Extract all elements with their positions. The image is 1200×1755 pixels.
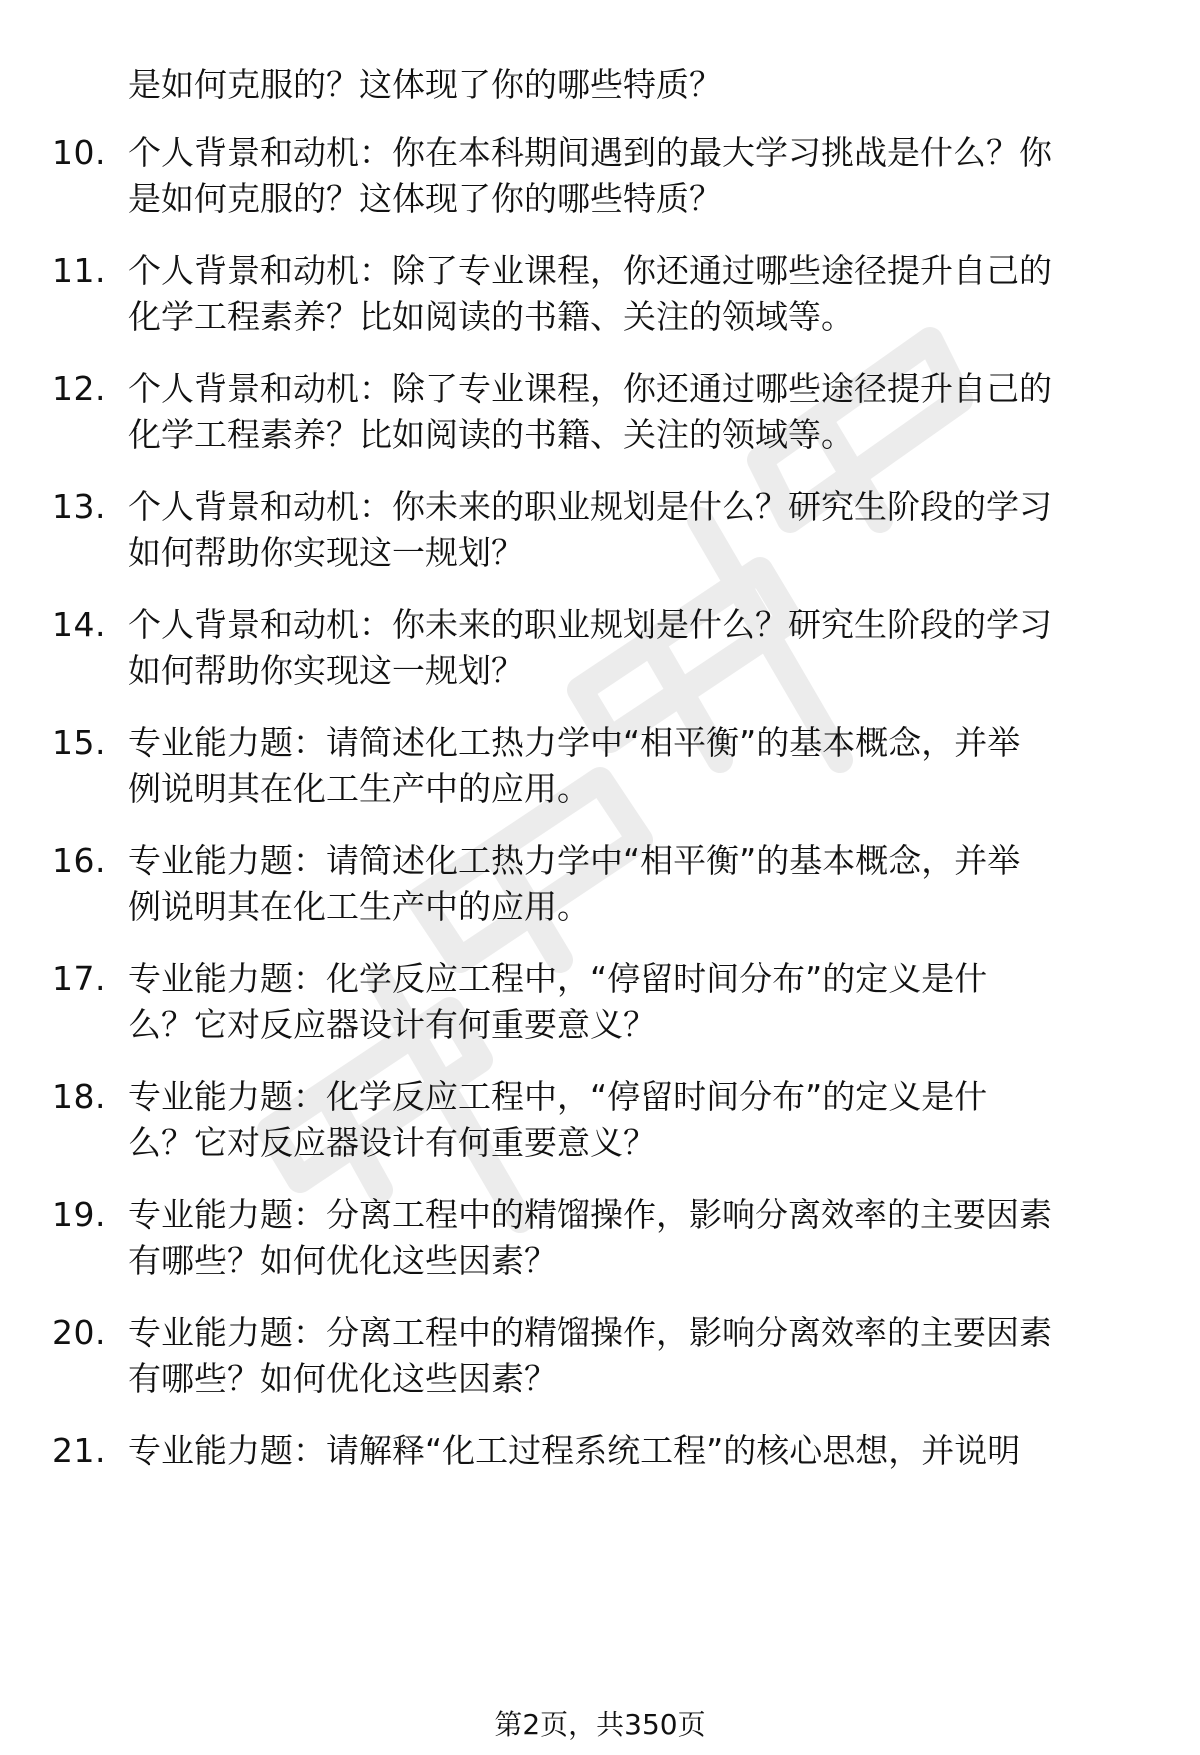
text-line: 例说明其在化工生产中的应用。 (128, 769, 590, 808)
text-line: 化学工程素养？比如阅读的书籍、关注的领域等。 (128, 297, 854, 336)
text-line: 专业能力题：请简述化工热力学中“相平衡”的基本概念，并举 (128, 841, 1021, 880)
item-number: 12. (52, 369, 106, 408)
item-text (128, 1428, 1148, 1474)
item-number: 13. (52, 487, 106, 526)
text-line: 专业能力题：化学反应工程中，“停留时间分布”的定义是什 (128, 959, 988, 998)
item-number: 20. (52, 1313, 106, 1352)
item-number: 10. (52, 133, 106, 172)
text-line: 专业能力题：分离工程中的精馏操作，影响分离效率的主要因素 (128, 1195, 1052, 1234)
text-line: 是如何克服的？这体现了你的哪些特质？ (128, 65, 722, 104)
item-number: 19. (52, 1195, 106, 1234)
text-line: 么？它对反应器设计有何重要意义？ (128, 1123, 656, 1162)
item-text (128, 720, 1148, 812)
item-text (128, 956, 1148, 1048)
text-line: 专业能力题：请简述化工热力学中“相平衡”的基本概念，并举 (128, 723, 1021, 762)
item-number: 14. (52, 605, 106, 644)
item-text (128, 130, 1148, 222)
item-text (128, 248, 1148, 340)
item-text (128, 484, 1148, 576)
item-number: 17. (52, 959, 106, 998)
item-text (128, 1192, 1148, 1284)
text-line: 是如何克服的？这体现了你的哪些特质？ (128, 179, 722, 218)
text-line: 么？它对反应器设计有何重要意义？ (128, 1005, 656, 1044)
item-text (128, 62, 1148, 108)
item-text (128, 838, 1148, 930)
text-line: 如何帮助你实现这一规划？ (128, 533, 524, 572)
text-line: 个人背景和动机：你在本科期间遇到的最大学习挑战是什么？你 (128, 133, 1052, 172)
text-line: 如何帮助你实现这一规划？ (128, 651, 524, 690)
text-line: 专业能力题：请解释“化工过程系统工程”的核心思想，并说明 (128, 1431, 1021, 1470)
item-text (128, 366, 1148, 458)
text-line: 例说明其在化工生产中的应用。 (128, 887, 590, 926)
text-line: 有哪些？如何优化这些因素？ (128, 1359, 557, 1398)
item-number: 21. (52, 1431, 106, 1470)
item-text (128, 1310, 1148, 1402)
text-line: 个人背景和动机：除了专业课程，你还通过哪些途径提升自己的 (128, 369, 1052, 408)
item-text (128, 602, 1148, 694)
item-number: 18. (52, 1077, 106, 1116)
text-line: 个人背景和动机：你未来的职业规划是什么？研究生阶段的学习 (128, 605, 1052, 644)
item-text (128, 1074, 1148, 1166)
text-line: 有哪些？如何优化这些因素？ (128, 1241, 557, 1280)
text-line: 个人背景和动机：你未来的职业规划是什么？研究生阶段的学习 (128, 487, 1052, 526)
item-number: 15. (52, 723, 106, 762)
text-line: 专业能力题：化学反应工程中，“停留时间分布”的定义是什 (128, 1077, 988, 1116)
item-number: 16. (52, 841, 106, 880)
text-line: 个人背景和动机：除了专业课程，你还通过哪些途径提升自己的 (128, 251, 1052, 290)
text-line: 化学工程素养？比如阅读的书籍、关注的领域等。 (128, 415, 854, 454)
page-number: 第2页，共350页 (494, 1708, 706, 1741)
item-number: 11. (52, 251, 106, 290)
text-line: 专业能力题：分离工程中的精馏操作，影响分离效率的主要因素 (128, 1313, 1052, 1352)
